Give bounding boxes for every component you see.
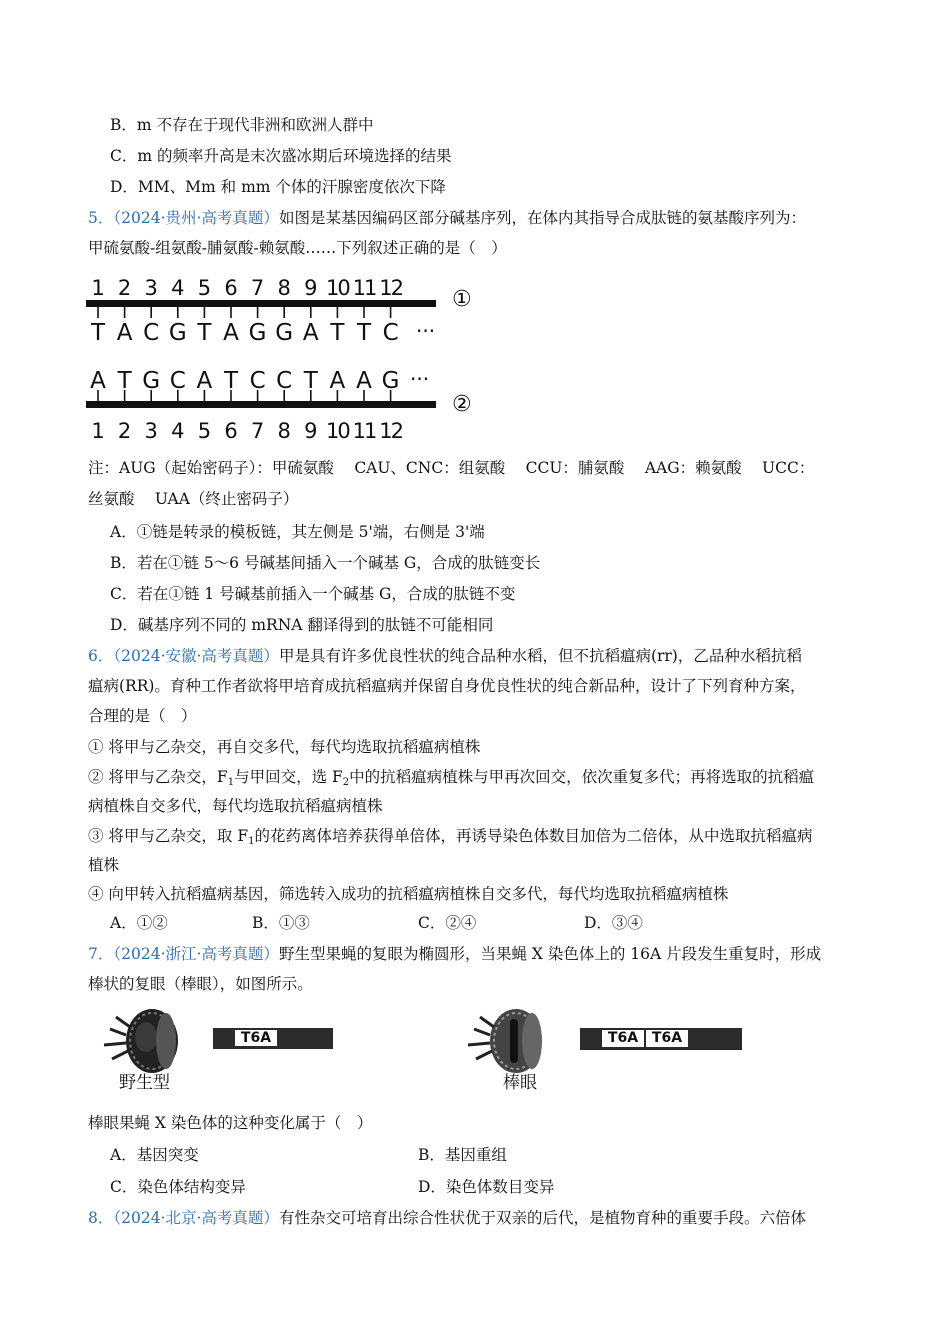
strand2-backbone [86, 401, 436, 408]
base-letter: C [143, 320, 160, 346]
q8-stem-line1 [88, 1208, 806, 1228]
q4-option-d: D．MM、Mm 和 mm 个体的汗腺密度依次下降 [110, 178, 446, 196]
q4-option-c: C．m 的频率升高是末次盛冰期后环境选择的结果 [110, 147, 452, 165]
q5-number: 5． [88, 209, 114, 227]
base-position-number: 5 [197, 276, 212, 300]
q6-scheme-3-line2: 植株 [88, 856, 120, 874]
strand1-backbone [86, 300, 436, 307]
base-letter: C [249, 368, 266, 394]
q6-scheme-4: ④ 向甲转入抗稻瘟病基因，筛选转入成功的抗稻瘟病植株自交多代，每代均选取抗稻瘟病植株 [88, 885, 729, 903]
base-position-number: 9 [304, 419, 318, 443]
q7-source: （2024·浙江·高考真题） [113, 945, 279, 963]
q5-stem-line2: 甲硫氨酸-组氨酸-脯氨酸-赖氨酸……下列叙述正确的是（ ） [88, 239, 507, 257]
strand1-ellipsis: ··· [416, 319, 436, 343]
q5-option-a: A．①链是转录的模板链，其左侧是 5'端，右侧是 3'端 [110, 523, 485, 541]
wild-type-label: 野生型 [119, 1073, 170, 1093]
base-letter: T [223, 368, 239, 394]
strand1-numbers [91, 276, 402, 300]
q6-option-a: A．①② [110, 914, 168, 932]
wild-type-eye-image [96, 1005, 188, 1081]
base-position-number: 8 [277, 276, 291, 300]
q6-source: （2024·安徽·高考真题） [113, 647, 279, 665]
base-letter: A [329, 368, 346, 394]
q8-text: 有性杂交可培育出综合性状优于双亲的后代，是植物育种的重要手段。六倍体 [278, 1209, 806, 1227]
strand1-label: ① [452, 287, 472, 312]
base-letter: G [168, 320, 187, 346]
band-16a: T6A [602, 1030, 644, 1047]
q5-note-line1: 注：AUG（起始密码子）：甲硫氨酸 CAU、CNC：组氨酸 CCU：脯氨酸 AAG：赖氨酸 UCC： [88, 459, 815, 477]
q5-stem-line1 [88, 208, 806, 228]
q6-scheme-2-line2: 病植株自交多代，每代均选取抗稻瘟病植株 [88, 797, 383, 815]
subscript: 1 [248, 836, 255, 847]
q6-text: 甲是具有许多优良性状的纯合品种水稻，但不抗稻瘟病(rr)，乙品种水稻抗稻 [278, 647, 802, 665]
base-position-number: 9 [304, 276, 318, 300]
subscript: 1 [227, 777, 235, 788]
base-letter: T [197, 320, 212, 346]
q7-stem-line2: 棒状的复眼（棒眼），如图所示。 [88, 975, 313, 993]
q5-option-c: C．若在①链 1 号碱基前插入一个碱基 G，合成的肽链不变 [110, 585, 516, 603]
base-position-number: 11 [352, 276, 376, 300]
q7-number: 7． [88, 945, 114, 963]
base-letter: T [90, 320, 106, 346]
base-position-number: 7 [250, 276, 265, 300]
bar-eye-image [460, 1005, 552, 1081]
base-letter: C [169, 368, 186, 394]
q7-text: 野生型果蝇的复眼为椭圆形，当果蝇 X 染色体上的 16A 片段发生重复时，形成 [278, 945, 822, 963]
base-position-number: 8 [277, 419, 291, 443]
strand2-label: ② [452, 392, 472, 417]
strand2-numbers [91, 419, 402, 443]
q6-stem-line2: 瘟病(RR)。育种工作者欲将甲培育成抗稻瘟病并保留自身优良性状的纯合新品种，设计了下列育种方案， [88, 677, 806, 695]
q5-text: 如图是某基因编码区部分碱基序列，在体内其指导合成肽链的氨基酸序列为： [278, 209, 806, 227]
base-position-number: 12 [379, 276, 402, 300]
base-letter: C [276, 368, 293, 394]
q6-scheme-2-text: ② 将甲与乙杂交，F [88, 768, 228, 786]
base-letter: A [223, 320, 239, 346]
strand2-bases [90, 368, 399, 394]
q6-option-b: B．①③ [252, 914, 310, 932]
q5-source: （2024·贵州·高考真题） [113, 209, 279, 227]
q7-option-a: A．基因突变 [110, 1146, 199, 1164]
base-letter: T [356, 320, 372, 346]
bar-eye-chromosome [580, 1028, 742, 1050]
base-position-number: 1 [91, 419, 105, 443]
q4-option-b: B．m 不存在于现代非洲和欧洲人群中 [110, 116, 374, 134]
base-position-number: 12 [379, 419, 402, 443]
base-position-number: 2 [117, 276, 132, 300]
q7-option-b: B．基因重组 [418, 1146, 507, 1164]
q6-number: 6． [88, 647, 114, 665]
q6-scheme-3-text: ③ 将甲与乙杂交，取 F [88, 827, 249, 845]
base-letter: A [302, 320, 319, 346]
base-letter: G [248, 320, 267, 346]
base-position-number: 6 [224, 419, 238, 443]
base-letter: G [381, 368, 400, 394]
q5-note-line2: 丝氨酸 UAA（终止密码子） [88, 490, 299, 508]
base-position-number: 5 [197, 419, 212, 443]
q6-scheme-1: ① 将甲与乙杂交，再自交多代，每代均选取抗稻瘟病植株 [88, 738, 481, 756]
base-position-number: 2 [117, 419, 132, 443]
q6-scheme-3-line1 [88, 826, 813, 846]
q5-option-d: D．碱基序列不同的 mRNA 翻译得到的肽链不可能相同 [110, 616, 494, 634]
band-16a-duplicate: T6A [646, 1030, 688, 1047]
base-position-number: 4 [171, 419, 185, 443]
q5-option-b: B．若在①链 5～6 号碱基间插入一个碱基 G，合成的肽链变长 [110, 554, 541, 572]
base-position-number: 11 [352, 419, 376, 443]
bar-eye-label: 棒眼 [503, 1073, 537, 1093]
q8-number: 8． [88, 1209, 114, 1227]
q6-scheme-3-text: 的花药离体培养获得单倍体，再诱导染色体数目加倍为二倍体，从中选取抗稻瘟病 [254, 827, 813, 845]
q8-source: （2024·北京·高考真题） [113, 1209, 279, 1227]
base-letter: T [303, 368, 318, 394]
base-position-number: 6 [224, 276, 238, 300]
q6-stem-line1 [88, 646, 802, 666]
base-letter: C [382, 320, 399, 346]
base-position-number: 7 [250, 419, 265, 443]
strand1-bases [90, 320, 399, 346]
strand2-ellipsis: ··· [410, 367, 430, 391]
q7-option-d: D．染色体数目变异 [418, 1178, 555, 1196]
q7-question: 棒眼果蝇 X 染色体的这种变化属于（ ） [88, 1114, 373, 1132]
q6-scheme-2-text: 与甲回交，选 F [234, 768, 343, 786]
base-position-number: 4 [171, 276, 185, 300]
base-position-number: 1 [91, 276, 105, 300]
base-position-number: 3 [144, 419, 158, 443]
base-position-number: 10 [326, 276, 349, 300]
q6-scheme-2-text: 中的抗稻瘟病植株与甲再次回交，依次重复多代；再将选取的抗稻瘟 [349, 768, 815, 786]
q6-stem-line3: 合理的是（ ） [88, 707, 197, 725]
base-position-number: 3 [144, 276, 158, 300]
band-16a: T6A [235, 1030, 277, 1046]
base-letter: A [356, 368, 372, 394]
base-letter: G [142, 368, 161, 394]
base-letter: T [330, 320, 345, 346]
q6-option-d: D．③④ [584, 914, 643, 932]
base-letter: A [90, 368, 106, 394]
base-letter: A [116, 320, 133, 346]
subscript: 2 [342, 777, 350, 788]
wild-type-chromosome [213, 1028, 333, 1049]
q6-option-c: C．②④ [418, 914, 477, 932]
q6-scheme-2-line1 [88, 767, 814, 787]
base-letter: G [275, 320, 294, 346]
base-letter: A [196, 368, 213, 394]
q7-stem-line1 [88, 944, 821, 964]
dna-sequence-figure [80, 272, 490, 444]
base-letter: T [117, 368, 132, 394]
q7-option-c: C．染色体结构变异 [110, 1178, 246, 1196]
base-position-number: 10 [326, 419, 349, 443]
